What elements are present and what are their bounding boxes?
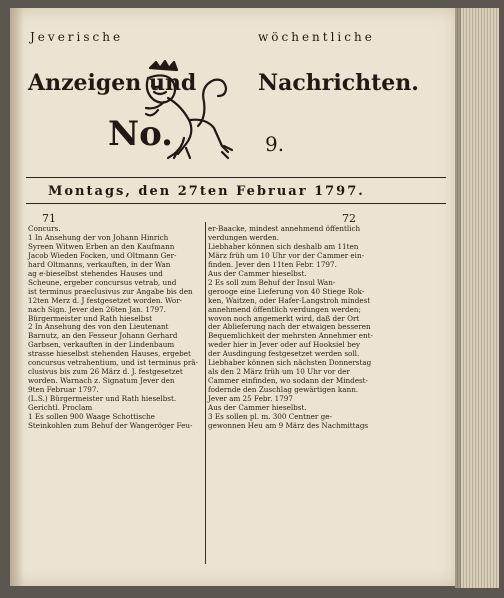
text-line: (L.S.) Bürgermeister und Rath hieselbst. (28, 394, 177, 404)
text-line: als den 2 März früh um 10 Uhr vor der (208, 367, 350, 377)
page-number-right: 72 (342, 212, 356, 225)
text-line: Aus der Cammer hieselbst. (208, 268, 307, 278)
text-line: gewonnen Heu am 9 März des Nachmittags (208, 420, 369, 430)
text-line: 1 In Ansehung der von Johann Hinrich (28, 232, 169, 242)
dateline: Montags, den 27ten Februar 1797. (48, 184, 365, 199)
text-line: fodernde den Zuschlag gewärtigen kann. (208, 385, 359, 395)
page-number-left: 71 (42, 212, 56, 225)
text-line: Garbsen, verkauften in der Lindenbaum (28, 340, 175, 350)
text-line: worden. Warnach z. Signatum Jever den (28, 376, 175, 386)
text-line: er-Baacke, mindest annehmend öffentlich (208, 224, 361, 233)
text-line: 3 Es sollen pl. m. 300 Centner ge- (208, 412, 332, 422)
text-line: clusivus bis zum 26 März d. J. festgesetzet (28, 367, 183, 377)
text-line: 12ten Merz d. J festgesetzet worden. Wor- (28, 295, 183, 305)
masthead-title-left-small: Jeverische (30, 30, 124, 44)
text-line: hard Oltmanns, verkauften, in der Wan (28, 259, 171, 269)
text-line: Steinkohlen zum Behuf der Wangeröger Feu- (28, 420, 193, 430)
masthead-title-right: Nachrichten. (258, 70, 419, 96)
text-line: verdungen werden. (208, 232, 279, 242)
text-line: Cammer einfinden, wo sodann der Mindest- (208, 376, 368, 386)
issue-number: 9. (265, 132, 285, 156)
text-line: ist terminus praeclusivus zur Angabe bis den (28, 286, 193, 296)
column-divider (205, 222, 206, 564)
text-line: der Ablieferung nach der etwaigen besseren (208, 322, 371, 332)
text-line: gerooge eine Lieferung von 40 Stiege Rok- (208, 286, 365, 296)
text-line: finden. Jever den 11ten Febr. 1797. (208, 259, 337, 269)
text-line: Bequemlichkeit der mehrsten Annehmer ent- (208, 331, 373, 341)
text-line: nach Sign. Jever den 26ten Jan. 1797. (28, 304, 166, 314)
top-rule (26, 177, 446, 178)
text-line: Barnutz, an den Fesseur Johann Gerhard (28, 331, 178, 341)
text-line: wovon noch angemerkt wird, daß der Ort (208, 313, 360, 323)
masthead-title-left: Anzeigen und (28, 70, 197, 96)
bottom-rule (26, 203, 446, 204)
text-line: Gerichtl. Proclam (28, 403, 93, 413)
text-line: März früh um 10 Uhr vor der Cammer ein- (208, 250, 365, 260)
text-line: concursus vetrahentium, und ist terminus prä- (28, 358, 198, 368)
text-line: Scheune, ergeber concursus vetrab, und (28, 277, 177, 287)
page-stack-edge (455, 8, 499, 588)
text-line: ken, Waitzen, oder Hafer-Langstroh mindest (208, 295, 371, 305)
text-line: Jacob Wieden Focken, und Oltmann Ger- (28, 250, 177, 260)
text-line: Bürgermeister und Rath hieselbst (28, 313, 152, 323)
text-line: weder hier in Jever oder auf Hooksiel bey (208, 340, 361, 350)
text-line: 2 Es soll zum Behuf der Insul Wan- (208, 277, 336, 287)
text-line: 2 In Ansehung des von den Lieutenant (28, 322, 169, 332)
masthead-title-right-small: wöchentliche (258, 30, 375, 44)
text-line: Concurs. (28, 224, 61, 233)
text-line: Syreen Witwen Erben an den Kaufmann (28, 241, 175, 251)
text-line: Liebhaber können sich nächsten Donnerstag (208, 358, 372, 368)
text-line: Jever am 25 Febr. 1797 (208, 394, 293, 404)
text-line: strasse hieselbst stehenden Hauses, ergebet (28, 349, 191, 359)
text-line: ag e-bieselbst stehendes Hauses und (28, 268, 163, 278)
text-line: Liebhaber können sich deshalb am 11ten (208, 241, 359, 251)
text-line: annehmend öffentlich verdungen werden; (208, 304, 361, 314)
issue-number-label: No. (108, 114, 173, 154)
text-line: 9ten Februar 1797. (28, 385, 99, 395)
text-line: der Ausdingung festgesetzet werden soll. (208, 349, 360, 359)
right-text-column (208, 224, 373, 431)
page-stack-shadow (455, 8, 461, 588)
text-line: 1 Es sollen 900 Waage Schottische (28, 412, 155, 422)
left-text-column (28, 225, 204, 431)
binding-gutter-shadow (10, 8, 24, 586)
text-line: Aus der Cammer hieselbst. (208, 403, 307, 413)
